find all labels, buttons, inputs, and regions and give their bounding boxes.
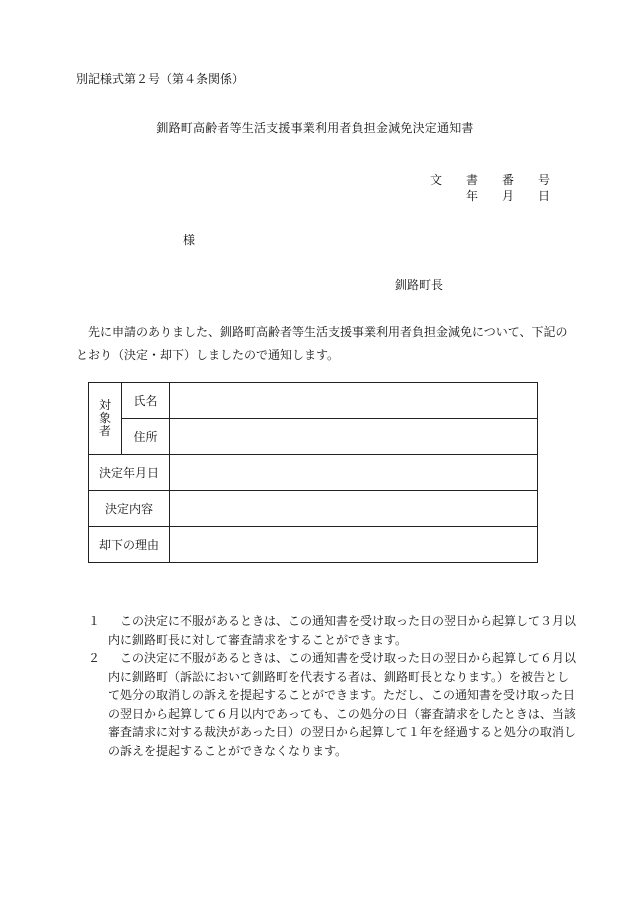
note-text: この決定に不服があるときは、この通知書を受け取った日の翌日から起算して６月以内に釧路町（訴訟において釧路町を代表する者は、釧路町長となります。）を被告として処分の取消しの訴えを提起することができます。ただし、この通知書を受け取った日の翌日から起算して６月以内であっても、この処分の日（審査請求をしたときは、当該審査請求に対する裁決があった日）の翌日から起算して１年を経過すると処分の取消しの訴えを提起することができなくなります。 [108,651,577,758]
subject-label: 対 象 者 [89,383,122,455]
note-text: この決定に不服があるときは、この通知書を受け取った日の翌日から起算して３月以内に釧路町長に対して審査請求をすることができます。 [108,614,577,647]
sender-name: 釧路町長 [395,278,444,292]
note-item [88,649,578,760]
decision-content-field[interactable] [170,491,538,527]
date-label [466,187,550,204]
notice-body: 先に申請のありました、釧路町高齢者等生活支援事業利用者負担金減免について、下記のとおり（決定・却下）しましたので通知します。 [76,325,568,362]
doc-number-char: 書 [466,173,479,187]
date-char: 年 [466,189,479,203]
name-field[interactable] [170,383,538,419]
table-row [89,491,538,527]
rejection-reason-label: 却下の理由 [89,527,170,563]
doc-number-char: 番 [502,173,515,187]
note-number: １ [88,614,101,628]
form-label: 別記様式第２号（第４条関係） [76,72,245,86]
note-number: ２ [88,651,101,665]
table-row [89,527,538,563]
document-number-label [430,171,550,188]
rejection-reason-field[interactable] [170,527,538,563]
decision-date-label: 決定年月日 [89,455,170,491]
table-row [89,383,538,419]
note-item [88,612,578,649]
table-row [89,455,538,491]
doc-number-char: 号 [538,173,551,187]
subject-table [88,382,538,563]
addressee-suffix: 様 [183,233,196,247]
name-label: 氏名 [122,383,170,419]
decision-date-field[interactable] [170,455,538,491]
address-field[interactable] [170,419,538,455]
table-row [89,419,538,455]
address-label: 住所 [122,419,170,455]
document-title: 釧路町高齢者等生活支援事業利用者負担金減免決定通知書 [156,121,474,135]
date-char: 月 [502,189,515,203]
doc-number-char: 文 [430,173,443,187]
notes [88,612,578,760]
date-char: 日 [538,189,551,203]
decision-content-label: 決定内容 [89,491,170,527]
